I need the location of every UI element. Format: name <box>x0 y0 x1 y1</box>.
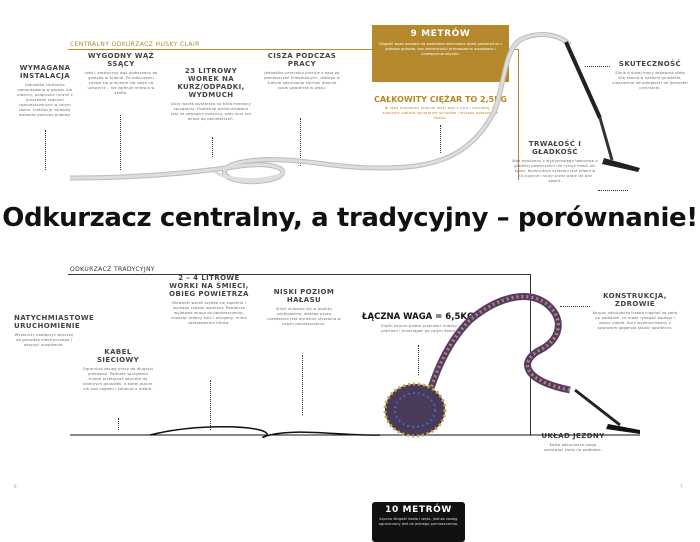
feature-body: Ogranicza zasięg pracy do długości przewodu. Podczas sprzątania trzeba przełączać wtyczkę do kolejnych gniazdek, a kabel plącze się pod nogami i zahacza o meble. <box>82 367 154 391</box>
bottom-section <box>0 240 700 526</box>
bottom-section-label: ODKURZACZ TRADYCYJNY <box>70 266 155 273</box>
feature-body: Kółka odkurzacza mogą zostawiać ślady na podłodze. <box>543 443 603 452</box>
feature-title: NATYCHMIASTOWE URUCHOMIENIE <box>14 314 95 330</box>
feature-title: WYGODNY WĄŻ SSĄCY <box>87 52 155 68</box>
feature-title: CISZA PODCZAS PRACY <box>267 52 337 68</box>
hose-length-value: 10 METRÓW <box>385 505 452 515</box>
feature-body: Silnik o dużej mocy zapewnia stałą siłę ssania w każdym gnieździe, niezależnie od odległości od jednostki centralnej. <box>612 71 688 90</box>
feature-title: WYMAGANA INSTALACJA <box>19 64 71 80</box>
hose-length-text: Łączna długość kabla i węża, jednak zasięg ograniczony jest do jednego pomieszczenia. <box>378 517 459 526</box>
feature-body: Jednostka centralna zamontowana w garażu lub piwnicy, połączona rurami z gniazdami ssącymi rozmieszczonymi w całym domu. Instalację najlepiej wykonać podczas budowy. <box>17 83 73 117</box>
feature-title: TRWAŁOŚĆ I GŁADKOŚĆ <box>528 140 582 156</box>
traditional-vacuum-illustration <box>0 240 700 495</box>
weight-title: ŁĄCZNA WAGA = 6,5KG <box>362 312 474 322</box>
feature-body: Lekki, elastyczny wąż podłączany do gniazda w ścianie. Po odkurzaniu chowa się w ścianie lub zwija na uchwycie – nie zajmuje miejsca w szafie. <box>84 71 158 95</box>
weight-text: Ciężki korpus trzeba przenosić między piętrami i przeciągać po całym domu. <box>380 324 458 333</box>
hose-length-value: 9 METRÓW <box>410 29 471 39</box>
feature-body: Wystarczy podłączyć wtyczkę do gniazdka elektrycznego i włączyć urządzenie. <box>14 333 74 347</box>
feature-title: UKŁAD JEZDNY <box>541 432 605 440</box>
feature-title: KABEL SIECIOWY <box>96 348 140 364</box>
top-section <box>0 0 700 200</box>
feature-body: Niewielki worek szybko się zapełnia i wymaga częstej wymiany. Powietrze wylotowe wraca do pomieszczenia, unosząc drobny kurz i alergeny, mimo zastosowania filtrów. <box>171 301 247 325</box>
feature-title: NISKI POZIOM HAŁASU <box>273 288 335 304</box>
central-vacuum-hose-illustration <box>0 0 700 200</box>
feature-body: Duży worek wystarcza na kilka miesięcy sprzątania. Powietrze wydmuchiwane jest na zewnątrz budynku, więc kurz nie wraca do pomieszczeń. <box>171 102 251 121</box>
top-section-label: CENTRALNY ODKURZACZ HUSKY CLAIR <box>70 41 200 48</box>
hose-length-box <box>372 502 465 542</box>
feature-body: Korpus odkurzacza trzeba ciągnąć za sobą po podłodze, co może rysować podłogi i obijać meble. Kurz wydmuchiwany z powrotem pogarsza jakość powietrza. <box>592 311 678 330</box>
page-title: Odkurzacz centralny, a tradycyjny – porównanie! <box>2 203 698 233</box>
weight-title: CAŁKOWITY CIĘŻAR TO 2,5KG <box>374 95 507 104</box>
weight-text: W ręku trzymamy jedynie lekki wąż z rurą i szczotką, co znacznie ułatwia sprzątanie schodów i wysoko położonych miejsc. <box>382 106 499 120</box>
page-number-left: 6 <box>14 484 17 489</box>
feature-title: SKUTECZNOŚĆ <box>618 60 682 68</box>
feature-title: KONSTRUKCJA, ZDROWIE <box>603 292 667 308</box>
feature-title: 2 – 4 LITROWE WORKI NA ŚMIECI, OBIEG POWIETRZA <box>169 274 249 298</box>
hose-length-text: Długość węża pozwala na swobodne odkurzanie dużej powierzchni z jednego gniazda, bez konieczności przenoszenia urządzenia i przełączania wtyczki. <box>378 42 503 56</box>
feature-body: Wąż wykonany z wytrzymałego tworzywa o gładkiej powierzchni nie rysuje mebli ani ścian. Konstrukcja systemu jest odporna na zużycie i służy przez wiele lat bez awarii. <box>512 159 598 183</box>
page-number-right: 7 <box>680 484 683 489</box>
feature-body: Silnik znajduje się w pobliżu użytkownika, dlatego praca urządzenia jest wyraźnie słyszalna w całym pomieszczeniu. <box>267 307 341 326</box>
feature-title: 23 LITROWY WOREK NA KURZ/ODPADKI, WYDMUCH <box>177 67 245 99</box>
feature-body: Jednostka centralna pracuje z dala od pomieszczeń mieszkalnych, dlatego w trakcie odkurzania słychać jedynie szum powietrza w wężu. <box>264 71 340 90</box>
